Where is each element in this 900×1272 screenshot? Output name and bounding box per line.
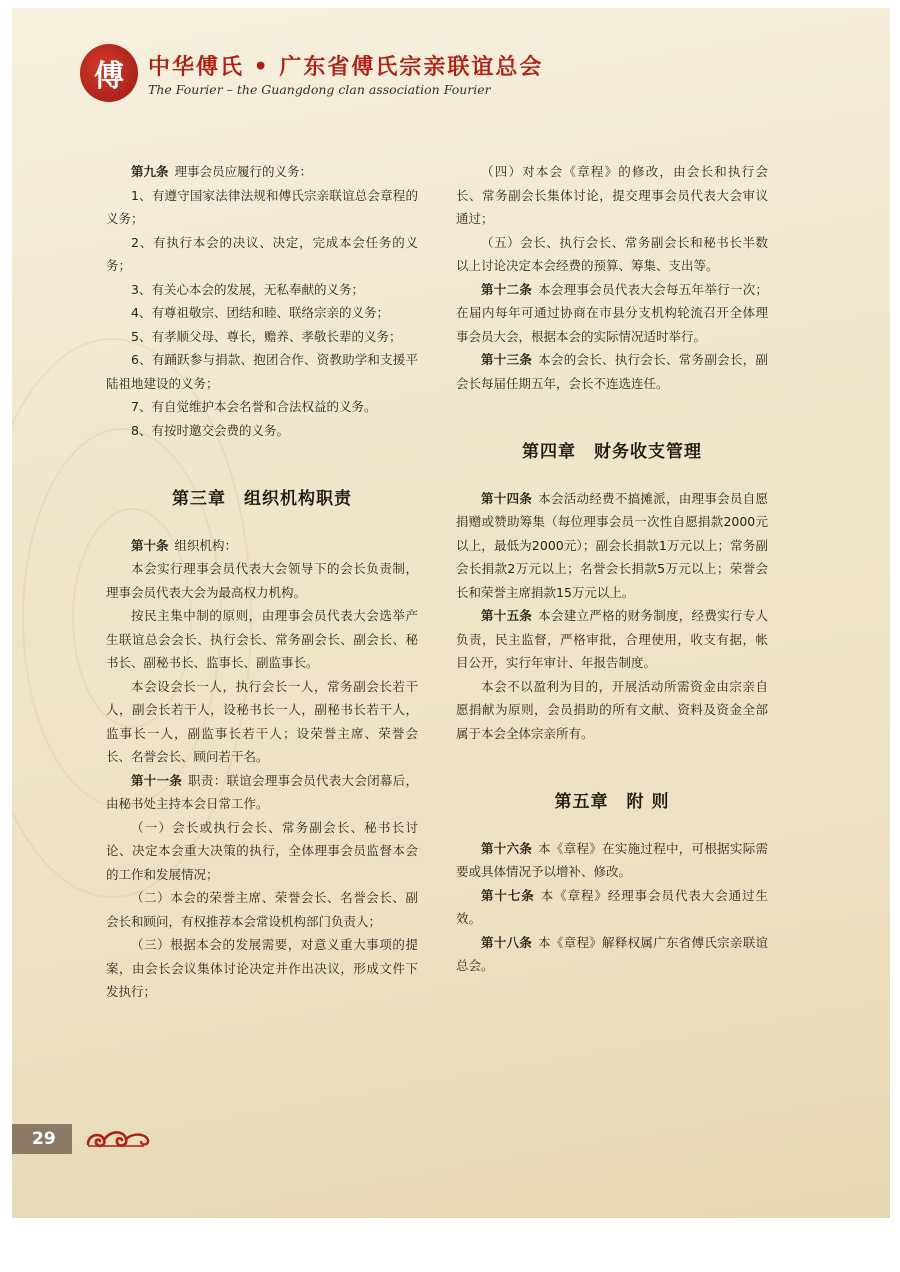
clan-seal-icon [80, 44, 138, 102]
chapter-heading: 第三章 组织机构职责 [172, 489, 352, 509]
article-number: 第十七条 [481, 887, 535, 903]
article-paragraph [456, 348, 768, 395]
paragraph-text: 3、有关心本会的发展，无私奉献的义务； [131, 281, 364, 297]
article-paragraph [106, 160, 418, 184]
page-number: 29 [12, 1124, 72, 1154]
body-paragraph [106, 675, 418, 769]
paragraph-text: 职责：联谊会理事会员代表大会闭幕后，由秘书处主持本会日常工作。 [106, 772, 418, 811]
paragraph-text: （三）根据本会的发展需要，对意义重大事项的提案，由会长会议集体讨论决定并作出决议，形成文件下发执行； [106, 937, 418, 999]
article-paragraph [456, 884, 768, 931]
article-number: 第十二条 [481, 281, 533, 297]
body-paragraph [106, 231, 418, 278]
article-number: 第十八条 [481, 934, 533, 950]
paragraph-text: 本会实行理事会员代表大会领导下的会长负责制，理事会员代表大会为最高权力机构。 [106, 561, 418, 600]
paragraph-text: 1、有遵守国家法律法规和傅氏宗亲联谊总会章程的义务； [106, 187, 418, 226]
paragraph-text: 6、有踊跃参与捐款、抱团合作、资教助学和支援平陆祖地建设的义务； [106, 352, 418, 391]
article-number: 第十六条 [481, 840, 533, 856]
article-number: 第十五条 [481, 608, 533, 623]
body-paragraph [106, 557, 418, 604]
article-paragraph [106, 769, 418, 816]
body-paragraph [456, 675, 768, 746]
body-paragraph [106, 933, 418, 1004]
paragraph-text: 本会建立严格的财务制度，经费实行专人负责，民主监督，严格审批，合理使用，收支有据，帐目公开，实行年审计、年报告制度。 [456, 608, 768, 670]
paragraph-text: （二）本会的荣誉主席、荣誉会长、名誉会长、副会长和顾问，有权推荐本会常设机构部门负责人； [106, 890, 418, 929]
paragraph-text: 本《章程》在实施过程中，可根据实际需要或具体情况予以增补、修改。 [456, 840, 768, 879]
right-column [456, 160, 768, 978]
body-paragraph [106, 419, 418, 443]
paragraph-text: 组织机构： [174, 537, 238, 553]
page-header [80, 44, 580, 104]
paragraph-text: 本《章程》经理事会员代表大会通过生效。 [456, 887, 768, 926]
paragraph-text: 本《章程》解释权属广东省傅氏宗亲联谊总会。 [456, 934, 768, 973]
paragraph-text: （一）会长或执行会长、常务副会长、秘书长讨论、决定本会重大决策的执行，全体理事会员监督本会的工作和发展情况； [106, 819, 418, 882]
left-column [106, 160, 418, 1004]
chapter-heading: 第五章 附 则 [554, 792, 670, 812]
header-subtitle: The Fourier – the Guangdong clan association Fourier [148, 82, 491, 97]
paragraph-text: 本会不以盈利为目的，开展活动所需资金由宗亲自愿捐献为原则，会员捐助的所有文献、资料及资金全部属于本会全体宗亲所有。 [456, 678, 768, 741]
body-paragraph [106, 278, 418, 302]
paragraph-text: 本会的会长、执行会长、常务副会长，副会长每届任期五年，会长不连选连任。 [456, 352, 768, 391]
article-paragraph [456, 931, 768, 978]
body-paragraph [106, 301, 418, 325]
paragraph-text: 5、有孝顺父母、尊长，赡养、孝敬长辈的义务； [131, 328, 402, 344]
body-paragraph [106, 816, 418, 887]
header-title: 中华傅氏 • 广东省傅氏宗亲联谊总会 [148, 54, 544, 80]
article-paragraph [106, 534, 418, 558]
body-paragraph [106, 325, 418, 349]
paragraph-text: 理事会员应履行的义务： [174, 164, 313, 179]
body-paragraph [106, 184, 418, 231]
body-paragraph [456, 160, 768, 231]
paragraph-text: 7、有自觉维护本会名誉和合法权益的义务。 [131, 399, 377, 414]
auspicious-cloud-icon [84, 1126, 154, 1152]
paragraph-text: 2、有执行本会的决议、决定，完成本会任务的义务； [106, 234, 418, 273]
body-paragraph [106, 604, 418, 675]
seal-character: 傅 [94, 59, 124, 94]
article-number: 第十一条 [131, 772, 183, 788]
body-paragraph [456, 231, 768, 278]
article-paragraph [456, 487, 768, 605]
paragraph-text: 按民主集中制的原则，由理事会员代表大会选举产生联谊总会会长、执行会长、常务副会长、副会长、秘书长、副秘书长、监事长、副监事长。 [106, 608, 418, 670]
article-number: 第九条 [131, 164, 169, 179]
paragraph-text: （五）会长、执行会长、常务副会长和秘书长半数以上讨论决定本会经费的预算、筹集、支出等。 [456, 234, 768, 273]
paragraph-text: 本会设会长一人，执行会长一人，常务副会长若干人，副会长若干人，设秘书长一人，副秘书长若干人，监事长一人，副监事长若干人；设荣誉主席、荣誉会长、名誉会长、顾问若干名。 [106, 678, 418, 764]
article-number: 第十条 [131, 537, 169, 553]
body-paragraph [106, 886, 418, 933]
article-paragraph [456, 837, 768, 884]
body-paragraph [106, 348, 418, 395]
article-number: 第十四条 [481, 490, 533, 506]
article-paragraph [456, 278, 768, 349]
paragraph-text: （四）对本会《章程》的修改，由会长和执行会长、常务副会长集体讨论，提交理事会员代表大会审议通过； [456, 164, 768, 226]
paragraph-text: 8、有按时邀交会费的义务。 [131, 422, 289, 438]
body-paragraph [106, 395, 418, 419]
chapter-heading: 第四章 财务收支管理 [522, 442, 702, 462]
article-paragraph [456, 604, 768, 675]
paragraph-text: 本会活动经费不搞摊派，由理事会员自愿捐赠或赞助筹集（每位理事会员一次性自愿捐款2000元以上，最低为2000元）；副会长捐款1万元以上；常务副会长捐款2万元以上；名誉会长捐款5万元以上；荣誉会长和荣誉主席捐款15万元以上。 [456, 490, 768, 600]
article-number: 第十三条 [481, 352, 533, 367]
paragraph-text: 4、有尊祖敬宗、团结和睦、联络宗亲的义务； [131, 305, 389, 320]
paragraph-text: 本会理事会员代表大会每五年举行一次；在届内每年可通过协商在市县分支机构轮流召开全体理事会员大会，根据本会的实际情况适时举行。 [456, 281, 768, 344]
